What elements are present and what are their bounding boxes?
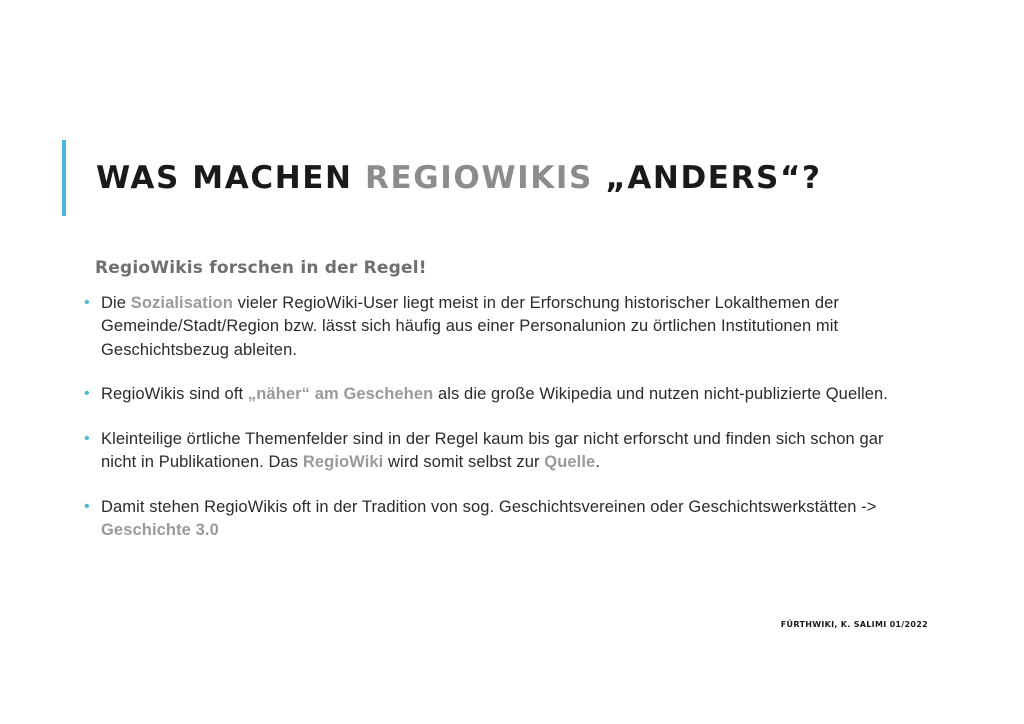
bullet-highlight: „näher“ am Geschehen — [247, 385, 434, 404]
bullet-highlight: Geschichte 3.0 — [101, 520, 219, 539]
bullet-text: . — [595, 453, 601, 472]
title-accent-rule — [62, 140, 66, 216]
title-part-3: „ANDERS“? — [592, 160, 822, 196]
bullet-text: RegioWikis sind oft — [101, 385, 248, 404]
bullet-text: vieler RegioWiki-User liegt meist in der Erforschung historischer Lokalthemen der Gemeinde/Stadt/Region bzw. lässt sich häufig aus einer Personalunion zu örtlichen Institutionen mit Geschichtsbezug ableiten. — [101, 294, 840, 359]
bullet-item — [84, 383, 914, 406]
title-part-2: REGIOWIKIS — [364, 160, 593, 196]
bullet-text: Die — [101, 294, 131, 312]
bullet-highlight: RegioWiki — [302, 453, 384, 472]
bullet-list — [84, 292, 914, 542]
slide-footer: FÜRTHWIKI, K. SALIMI 01/2022 — [780, 620, 928, 629]
bullet-text: Kleinteilige örtliche Themenfelder sind in der Regel kaum bis gar nicht erforscht und finden sich schon gar nicht in Publikationen. Das — [101, 429, 884, 472]
slide-body — [84, 258, 914, 542]
slide-title-block — [62, 140, 922, 216]
bullet-text: Damit stehen RegioWikis oft in der Tradition von sog. Geschichtsvereinen oder Geschichtswerkstätten -> — [101, 497, 877, 516]
body-subheading: RegioWikis forschen in der Regel! — [95, 258, 427, 278]
bullet-text: als die große Wikipedia und nutzen nicht-publizierte Quellen. — [433, 385, 888, 404]
bullet-item — [84, 428, 914, 475]
title-part-1: WAS MACHEN — [96, 160, 365, 196]
bullet-highlight: Sozialisation — [130, 294, 233, 312]
bullet-text: wird somit selbst zur — [383, 453, 545, 472]
bullet-item — [84, 496, 914, 543]
page-title — [96, 140, 822, 216]
bullet-highlight: Quelle — [544, 453, 596, 472]
bullet-item — [84, 292, 914, 362]
